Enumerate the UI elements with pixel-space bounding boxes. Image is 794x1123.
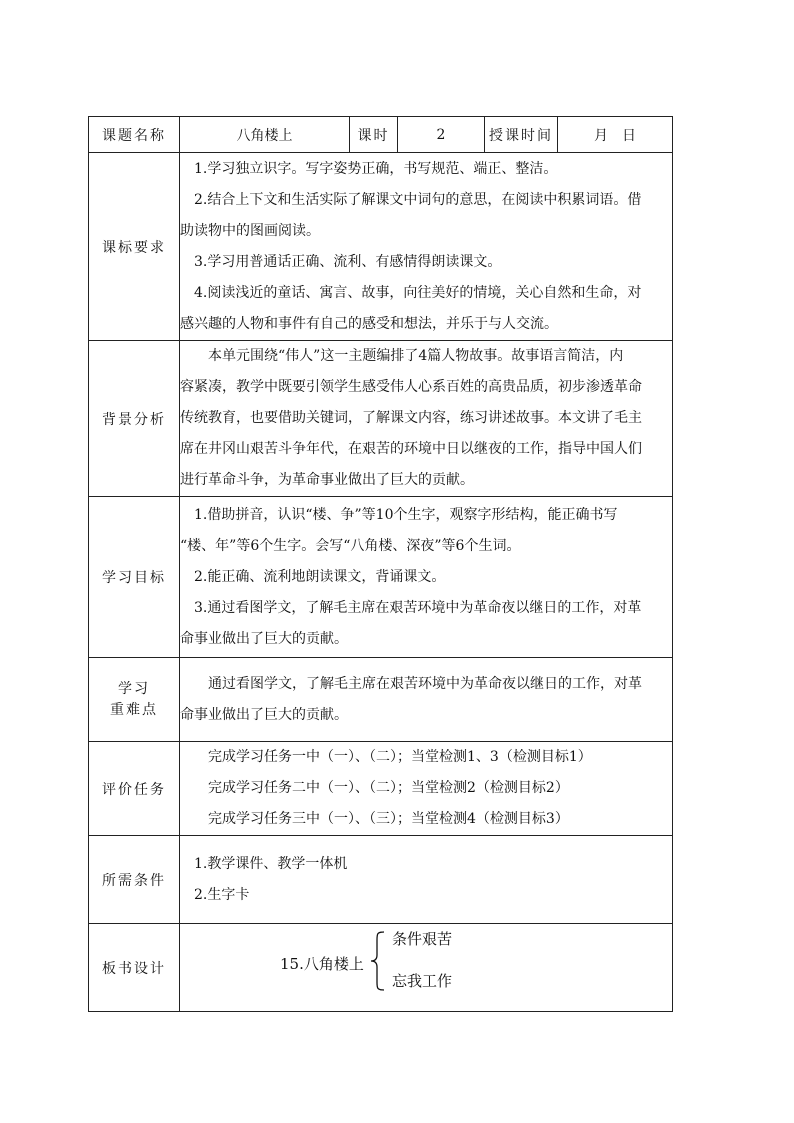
- curriculum-row: [89, 153, 673, 341]
- key-points-line: 命事业做出了巨大的贡献。: [180, 706, 348, 723]
- period-label: 课时: [350, 117, 398, 153]
- objectives-content: [180, 497, 673, 658]
- background-row: [89, 341, 673, 497]
- conditions-label: 所需条件: [89, 836, 180, 924]
- objectives-row: [89, 497, 673, 658]
- background-line: 容紧凑，教学中既要引领学生感受伟人心系百姓的高贵品质，初步渗透革命: [180, 379, 642, 395]
- topic-label: 课题名称: [89, 117, 180, 153]
- evaluation-content: [180, 742, 673, 836]
- curriculum-line: 2.结合上下文和生活实际了解课文中词句的意思，在阅读中积累词语。借: [194, 191, 642, 208]
- board-layout: [180, 926, 672, 1010]
- objectives-line: “楼、年”等6个生字。会写“八角楼、深夜”等6个生词。: [180, 537, 521, 554]
- board-item-conditions: 条件艰苦: [392, 929, 453, 948]
- key-points-label: [89, 658, 180, 742]
- key-points-label-line2: 重难点: [110, 701, 158, 718]
- board-design-label: 板书设计: [89, 924, 180, 1012]
- background-line: 本单元围绕“伟人”这一主题编排了4篇人物故事。故事语言简洁，内: [208, 348, 624, 364]
- conditions-content: [180, 836, 673, 924]
- curriculum-line: 3.学习用普通话正确、流利、有感情得朗读课文。: [194, 253, 502, 270]
- curriculum-line: 助读物中的图画阅读。: [180, 222, 320, 239]
- evaluation-line: 完成学习任务三中（一）、（三）；当堂检测4（检测目标3）: [208, 811, 569, 827]
- background-line: 进行革命斗争，为革命事业做出了巨大的贡献。: [180, 472, 474, 488]
- curriculum-line: 感兴趣的人物和事件有自己的感受和想法，并乐于与人交流。: [180, 315, 558, 332]
- objectives-line: 3.通过看图学文，了解毛主席在艰苦环境中为革命夜以继日的工作，对革: [194, 599, 642, 616]
- curriculum-content: [180, 153, 673, 341]
- background-content: [180, 341, 673, 497]
- curriculum-label: 课标要求: [89, 153, 180, 341]
- board-design-row: [89, 924, 673, 1012]
- objectives-line: 2.能正确、流利地朗读课文，背诵课文。: [194, 568, 446, 585]
- conditions-line: 2.生字卡: [194, 886, 250, 903]
- background-line: 席在井冈山艰苦斗争年代，在艰苦的环境中日以继夜的工作，指导中国人们: [180, 441, 642, 457]
- evaluation-row: [89, 742, 673, 836]
- time-value: 月 日: [558, 117, 673, 153]
- objectives-label: 学习目标: [89, 497, 180, 658]
- key-points-label-line1: 学习: [118, 680, 150, 697]
- period-value: 2: [398, 117, 485, 153]
- lesson-plan-table: [88, 116, 673, 1012]
- background-line: 传统教育，也要借助关键词，了解课文内容，练习讲述故事。本文讲了毛主: [180, 410, 642, 426]
- board-item-work: 忘我工作: [392, 971, 453, 990]
- conditions-line: 1.教学课件、教学一体机: [194, 855, 348, 872]
- header-row: [89, 117, 673, 153]
- key-points-content: [180, 658, 673, 742]
- curriculum-line: 4.阅读浅近的童话、寓言、故事，向往美好的情境，关心自然和生命，对: [194, 284, 642, 301]
- background-label: 背景分析: [89, 341, 180, 497]
- evaluation-label: 评价任务: [89, 742, 180, 836]
- conditions-row: [89, 836, 673, 924]
- key-points-line: 通过看图学文，了解毛主席在艰苦环境中为革命夜以继日的工作，对革: [208, 675, 642, 692]
- topic-value: 八角楼上: [180, 117, 350, 153]
- board-title: 15.八角楼上: [280, 954, 364, 973]
- brace-icon: [370, 930, 386, 992]
- objectives-line: 1.借助拼音，认识“楼、争”等10个生字，观察字形结构，能正确书写: [194, 506, 618, 523]
- objectives-line: 命事业做出了巨大的贡献。: [180, 630, 348, 647]
- evaluation-line: 完成学习任务二中（一）、（二）；当堂检测2（检测目标2）: [208, 780, 569, 796]
- board-design-content: [180, 924, 673, 1012]
- curriculum-line: 1.学习独立识字。写字姿势正确，书写规范、端正、整洁。: [194, 160, 558, 177]
- evaluation-line: 完成学习任务一中（一）、（二）；当堂检测1、3（检测目标1）: [208, 749, 592, 765]
- key-points-row: [89, 658, 673, 742]
- time-label: 授课时间: [485, 117, 558, 153]
